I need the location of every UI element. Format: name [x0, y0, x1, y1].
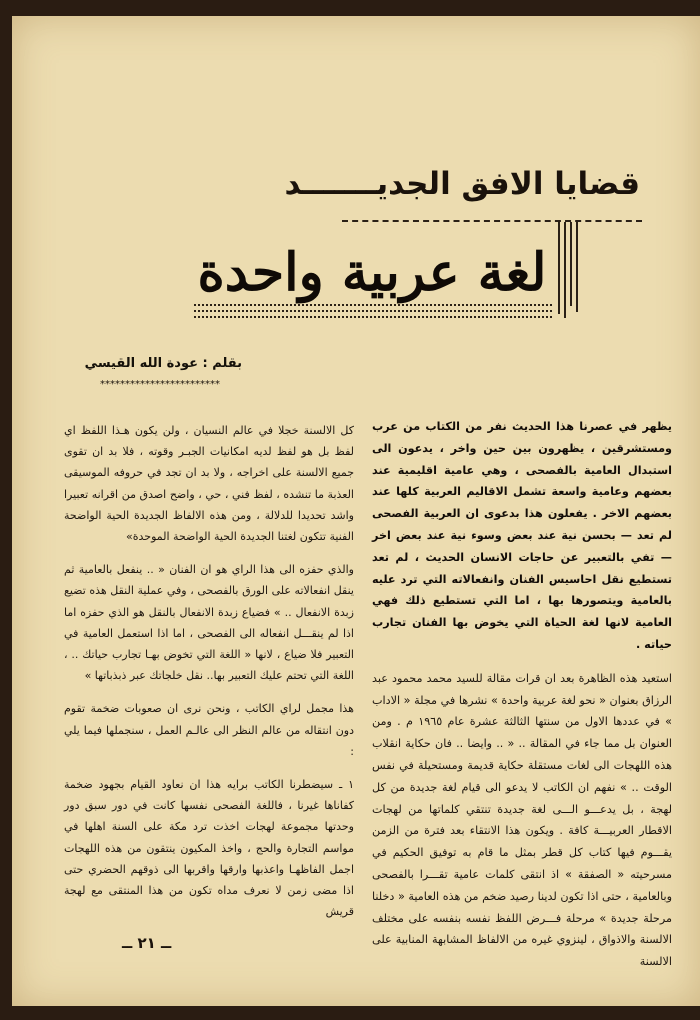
- article-title: لغة عربية واحدة: [197, 242, 547, 303]
- article-paragraph: كل الالسنة خجلا في عالم النسيان ، ولن يكون هـذا اللفظ اي لفظ بل هو لفظ لديه امكانيات الجبـر وقوته ، فلا بد ان تقوى جميع الالسنة على اخراجه ، ولا بد ان تجد في حروفه الموسيقى العذبة ما تنشده ، لفظ فني ، حي ، واضح اصدق من اقرانه تعبيرا واشد تحديدا للدلالة ، ومن هذه الالفاظ الجديدة الحية الواضحة الفنية تتكون لغتنا الجديدة الحية الواضحة الموحدة»: [64, 424, 354, 544]
- byline-stars: ************************: [100, 379, 220, 390]
- title-underline: [194, 304, 552, 306]
- article-paragraph: استعيد هذه الظاهرة بعد ان قرات مقالة للسيد محمد محمود عبد الرزاق بعنوان « نحو لغة عربية واحدة » نشرها في مجلة « الاداب » في عددها الاول من سنتها الثالثة عشرة عام ١٩٦٥ م . ومن العنوان بل مما جاء في المقالة .. « .. وايضا .. فان حكاية انقلاب هذه اللهجات الى لغات مستقلة حكاية قديمة ومستحيلة في نفس الوقت .. » نفهم ان الكاتب لا يدعو الى قيام لغة جديدة من كل لهجة ، بل يدعـــو الـــى لغة جديدة تنتقي كلماتها من لهجات الاقطار العربيـــة كافة . ويكون هذا الانتقاء بعد فترة من الزمن يقـــوم فيها كتاب كل قطر بمثل ما قام به توفيق الحكيم في مسرحيته « الصفقة » اذ انتقى كلمات عامية تقـــرا بالفصحى وبالعامية ، حتى اذا تكون لدينا رصيد ضخم من هذه العامية « دخلنا مرحلة جديدة » مرحلة فـــرض اللفظ نفسه بنفسه على مختلف الالسنة والاذواق ، لينزوي غيره من الالفاظ المشابهة المنابية على الالسنة: [372, 671, 672, 969]
- article-paragraph: والذي حفزه الى هذا الراي هو ان الفنان « .. ينفعل بالعامية ثم ينقل انفعالاته على الورق بالفصحى ، وفي عملية النقل هذه تضيع زبدة الانفعال .. » فضياع زبدة الانفعال بالنقل هو الذي حفزه اما اذا لم ينقـــل انفعاله الى الفصحى ، اما اذا استعمل العامية في التعبير فلا ضياع ، لانها « اللغة التي تخوض بهـا تجارب حياتك .. ، اللغة التي تحتم عليك التعبير بها.. نقل خلجاتك عبر ذبذباتها »: [64, 563, 354, 683]
- author-byline: بقلم : عودة الله القيسي: [84, 356, 242, 371]
- article-column-right: [372, 416, 672, 985]
- title-underline: [194, 310, 552, 312]
- page-edge-shadow: [0, 0, 12, 1020]
- magazine-page: [12, 16, 700, 1006]
- article-paragraph: ١ ـ سيضطرنا الكاتب برايه هذا ان نعاود القيام بجهود ضخمة كفاناها غيرنا ، فاللغة الفصحى نفسها كانت في دور سبق دور وحدتها مجموعة لهجات اخذت ترد مكة على السنة اهلها في مواسم التجارة والحج ، واخذ المكيون ينتقون من هذه اللهجات اجمل الفاظهـا واعذبها وارقها واقربها الى ذوقهم الحضري حتى اذا مضى زمن لا نعرف مداه تكون من هذا المنتقى مع لهجة قريش: [64, 778, 354, 919]
- article-paragraph: هذا مجمل لراي الكاتب ، ونحن نرى ان صعوبات ضخمة تقوم دون انتقاله من عالم النظر الى عالـم العمل ، سنجملها فيما يلي :: [64, 702, 354, 758]
- title-dashed-rule: [342, 220, 642, 222]
- article-column-left: [64, 420, 354, 934]
- article-paragraph: يظهر في عصرنا هذا الحديث نفر من الكتاب من عرب ومستشرقين ، يظهرون بين حين واخر ، يدعون الى استبدال العامية بالفصحى ، وهي عامية اقليمية عند بعضهم وعامية واسعة تشمل الاقاليم العربية كلها عند بعضهم الاخر . يفعلون هذا بدعوى ان العربية الفصحى لم تعد — بحسن نية عند بعض وسوء نية عند بعض اخر — تفي بالتعبير عن حاجات الانسان الحديث ، لم تعد تستطيع نقل احاسيس الفنان وانفعالاته التي ترد عليه بالعامية ويتصورها بها ، اما التي تستطيع ذلك فهي العامية لانها لغة الحياة التي يخوض بها الفنان تجارب حياته .: [372, 420, 672, 651]
- page-number: ــ ٢١ ــ: [122, 934, 172, 952]
- title-underline: [194, 316, 552, 318]
- title-vertical-rule: [576, 222, 578, 312]
- series-title: قضايا الافق الجديـــــــد: [284, 166, 640, 202]
